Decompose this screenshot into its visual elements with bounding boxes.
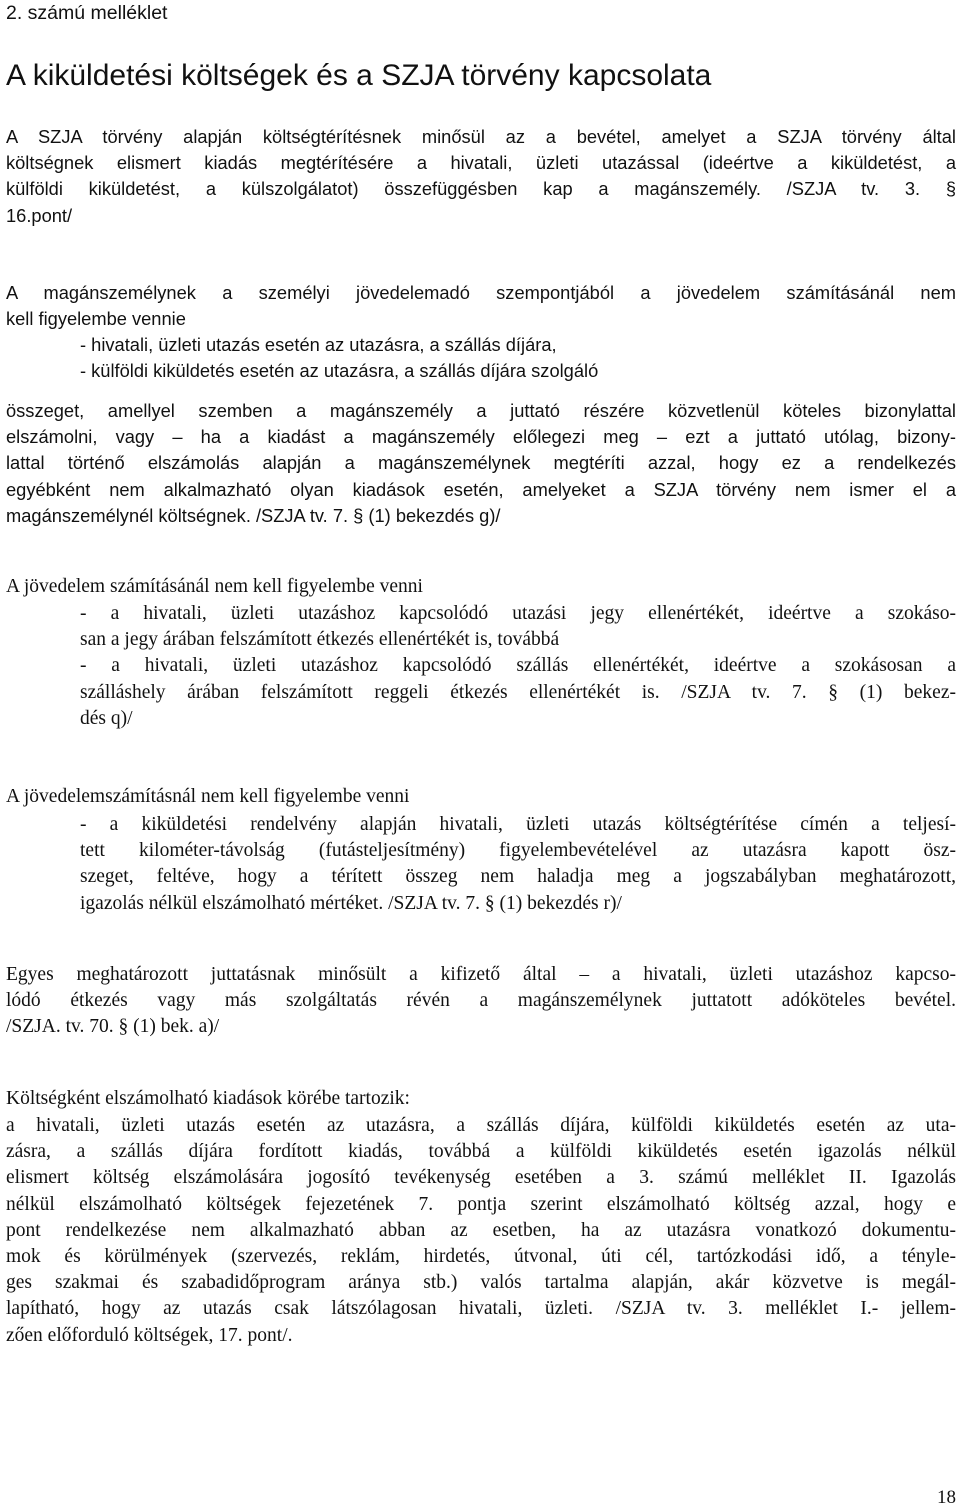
- text-line: a hivatali, üzleti utazás esetén az utazásra, a szállás díjára, külföldi kiküldetés esetén az uta-: [6, 1115, 956, 1136]
- section-income-exclusion-list: [6, 332, 956, 384]
- text-line: lódó étkezés vagy más szolgáltatás révén a magánszemélynek juttatott adóköteles bevétel.: [6, 990, 956, 1012]
- text-line: /SZJA. tv. 70. § (1) bek. a)/: [6, 1016, 220, 1038]
- list-item: - a hivatali, üzleti utazáshoz kapcsolódó szállás ellenértékét, ideértve a szokásosan a: [80, 655, 956, 677]
- text-line: A magánszemélynek a személyi jövedelemadó szempontjából a jövedelem számításánál nem: [6, 282, 956, 303]
- section-travel-ticket-heading: [6, 574, 956, 600]
- section-deductible-costs-body: [6, 1113, 956, 1349]
- intro-paragraph: [6, 124, 956, 229]
- text-line: lapítható, hogy az utazás csak látszólagosan hivatali, üzleti. /SZJA tv. 3. melléklet I.- jellem-: [6, 1298, 956, 1320]
- text-line: költségnek elismert kiadás megtérítésére a hivatali, üzleti utazással (ideértve a kiküldetést, a: [6, 152, 956, 174]
- list-item: - a hivatali, üzleti utazáshoz kapcsolódó utazási jegy ellenértékét, ideértve a szokáso-: [80, 603, 956, 624]
- text-line: egyébként nem alkalmazható olyan kiadások esetén, amelyeket a SZJA törvény nem ismer el a: [6, 478, 956, 500]
- text-line: nélkül elszámolható költségek fejezetének 7. pontja szerint elszámolható költség azzal, hogy e: [6, 1193, 956, 1215]
- text-line: zően előforduló költségek, 17. pont/.: [6, 1324, 293, 1346]
- text-line: elszámolni, vagy – ha a kiadást a magánszemély előlegezi meg – ezt a juttató utólag, bizony-: [6, 426, 956, 448]
- list-item: - a kiküldetési rendelvény alapján hivatali, üzleti utazás költségtérítése címén a teljesí-: [80, 814, 956, 835]
- section-income-exclusion-intro: [6, 280, 956, 332]
- document-title: A kiküldetési költségek és a SZJA törvény kapcsolata: [6, 59, 712, 92]
- list-item: szálláshely árában felszámított reggeli étkezés ellenértékét is. /SZJA tv. 7. § (1) bekez-: [80, 681, 956, 703]
- text-line: A SZJA törvény alapján költségtérítésnek minősül az a bevétel, amelyet a SZJA törvény által: [6, 126, 956, 147]
- section-travel-ticket-list: [6, 601, 956, 732]
- text-line: pont rendelkezése nem alkalmazható abban az esetben, ha az utazásra vonatkozó dokumentu-: [6, 1219, 956, 1241]
- section-specific-benefits: [6, 962, 956, 1041]
- text-line: összeget, amellyel szemben a magánszemély a juttató részére közvetlenül köteles bizonylattal: [6, 400, 956, 421]
- list-item: igazolás nélkül elszámolható mértéket. /SZJA tv. 7. § (1) bekezdés r)/: [80, 892, 622, 914]
- text-line: mok és körülmények (szervezés, reklám, hirdetés, útvonal, úti cél, tartózkodási idő, a tényle-: [6, 1246, 956, 1268]
- text-line: Egyes meghatározott juttatásnak minősült a kifizető által – a hivatali, üzleti utazáshoz kapcso-: [6, 964, 956, 985]
- text-line: lattal történő elszámolás alapján a magánszemélynek megtéríti azzal, hogy ez a rendelkezés: [6, 452, 956, 474]
- list-item: tett kilométer-távolság (futásteljesítmény) figyelembevételével az utazásra kapott ösz-: [80, 840, 956, 862]
- list-item: san a jegy árában felszámított étkezés ellenértékét is, továbbá: [80, 629, 560, 651]
- list-item: dés q)/: [80, 707, 133, 729]
- list-item: szeget, feltéve, hogy a térített összeg nem haladja meg a jogszabályban meghatározott,: [80, 866, 956, 888]
- section-heading: Költségként elszámolható kiadások körébe tartozik:: [6, 1088, 410, 1109]
- section-mileage-list: [6, 812, 956, 917]
- page-number: 18: [937, 1487, 956, 1508]
- section-income-exclusion-tail: [6, 398, 956, 529]
- section-mileage-heading: [6, 784, 956, 810]
- text-line: zásra, a szállás díjára fordított kiadás, továbbá a külföldi kiküldetés esetén igazolás nélkül: [6, 1141, 956, 1163]
- section-heading: A jövedelemszámításnál nem kell figyelembe venni: [6, 786, 410, 807]
- section-deductible-costs-heading: [6, 1086, 956, 1112]
- text-line: kell figyelembe vennie: [6, 308, 186, 330]
- text-line: magánszemélynél költségnek. /SZJA tv. 7. § (1) bekezdés g)/: [6, 504, 501, 526]
- appendix-label: 2. számú melléklet: [6, 2, 168, 24]
- text-line: 16.pont/: [6, 204, 73, 226]
- list-item: - hivatali, üzleti utazás esetén az utazásra, a szállás díjára,: [80, 334, 557, 355]
- text-line: ges szakmai és szabadidőprogram aránya stb.) valós tartalma alapján, akár közvetve is megál-: [6, 1272, 956, 1294]
- text-line: elismert költség elszámolására jogosító tevékenység esetében a 3. számú melléklet II. Igazolás: [6, 1167, 956, 1189]
- text-line: külföldi kiküldetést, a külszolgálatot) összefüggésben kap a magánszemély. /SZJA tv. 3. §: [6, 178, 956, 200]
- section-heading: A jövedelem számításánál nem kell figyelembe venni: [6, 576, 423, 597]
- list-item: - külföldi kiküldetés esetén az utazásra, a szállás díjára szolgáló: [80, 360, 599, 382]
